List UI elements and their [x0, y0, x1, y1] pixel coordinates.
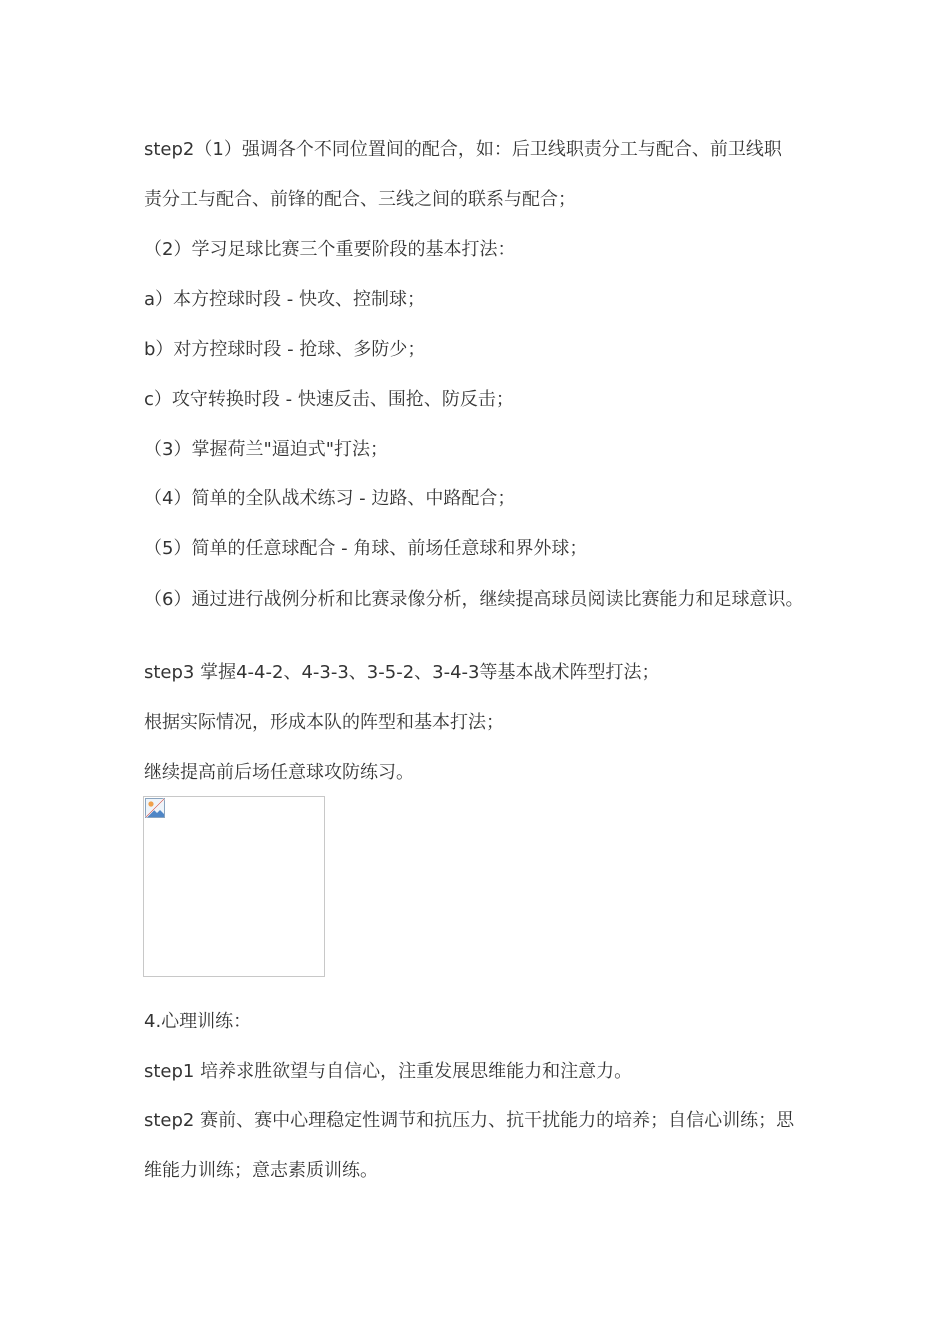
- section-heading-psychology: 4.心理训练：: [144, 1011, 252, 1032]
- image-placeholder: [143, 796, 325, 977]
- paragraph-step2-line1: step2（1）强调各个不同位置间的配合，如：后卫线职责分工与配合、前卫线职: [144, 139, 782, 160]
- paragraph-step3: step3 掌握4-4-2、4-3-3、3-5-2、3-4-3等基本战术阵型打法；: [144, 662, 660, 683]
- list-item-6: （6）通过进行战例分析和比赛录像分析，继续提高球员阅读比赛能力和足球意识。: [144, 589, 804, 610]
- paragraph-set-piece: 继续提高前后场任意球攻防练习。: [144, 762, 414, 783]
- list-item-4: （4）简单的全队战术练习 - 边路、中路配合；: [144, 488, 516, 509]
- paragraph-psych-step2-line2: 维能力训练；意志素质训练。: [144, 1160, 378, 1181]
- paragraph-psych-step2-line1: step2 赛前、赛中心理稳定性调节和抗压力、抗干扰能力的培养；自信心训练；思: [144, 1110, 795, 1131]
- paragraph-formation: 根据实际情况，形成本队的阵型和基本打法；: [144, 712, 504, 733]
- list-item-2: （2）学习足球比赛三个重要阶段的基本打法：: [144, 239, 516, 260]
- broken-image-icon: [145, 798, 165, 818]
- list-item-3: （3）掌握荷兰"逼迫式"打法；: [144, 439, 389, 460]
- list-item-a: a）本方控球时段 - 快攻、控制球；: [144, 289, 425, 310]
- paragraph-psych-step1: step1 培养求胜欲望与自信心，注重发展思维能力和注意力。: [144, 1061, 633, 1082]
- list-item-5: （5）简单的任意球配合 - 角球、前场任意球和界外球；: [144, 538, 588, 559]
- paragraph-step2-line2: 责分工与配合、前锋的配合、三线之间的联系与配合；: [144, 189, 576, 210]
- list-item-c: c）攻守转换时段 - 快速反击、围抢、防反击；: [144, 389, 514, 410]
- list-item-b: b）对方控球时段 - 抢球、多防少；: [144, 339, 426, 360]
